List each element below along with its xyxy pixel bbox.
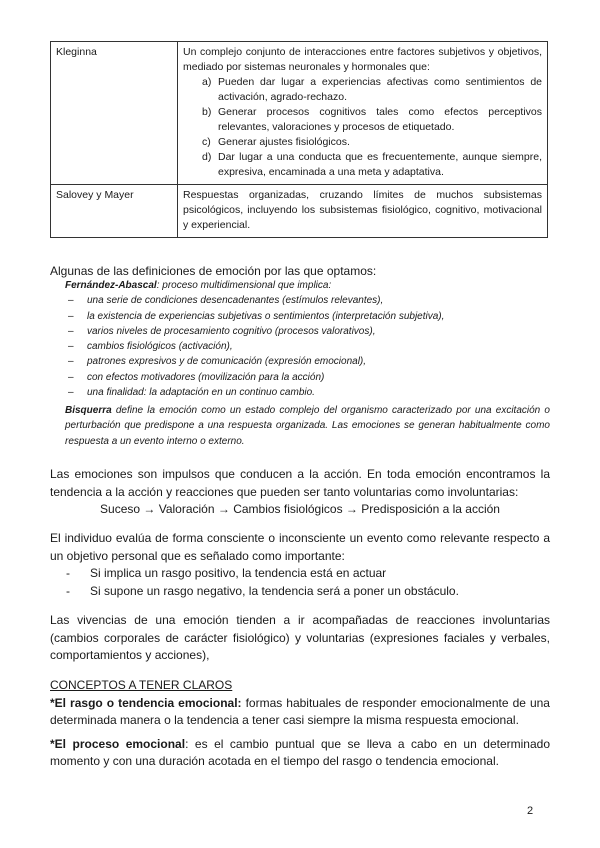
list-dash: – <box>68 387 74 399</box>
list-item-text: Generar ajustes fisiológicos. <box>218 136 350 148</box>
fernandez-lead <box>65 278 550 293</box>
list-marker: a) <box>202 76 212 88</box>
intro-line: Algunas de las definiciones de emoción por las que optamos: <box>50 264 377 278</box>
list-item <box>183 150 542 180</box>
list-item <box>65 324 550 339</box>
list-item-text: con efectos motivadores (movilización para la acción) <box>87 371 325 383</box>
list-dash: – <box>68 371 74 383</box>
list-item <box>183 105 542 135</box>
list-item-text: Pueden dar lugar a experiencias afectivas como sentimientos de activación, agrado-rechazo. <box>218 76 542 103</box>
list-item <box>65 293 550 308</box>
list-item-text: Si supone un rasgo negativo, la tendencia será a poner un obstáculo. <box>90 583 459 598</box>
list-item <box>65 354 550 369</box>
table-row <box>51 42 548 185</box>
fernandez-abascal-block <box>65 278 550 400</box>
list-item-text: varios niveles de procesamiento cognitivo (procesos valorativos), <box>87 325 376 337</box>
author-name: Bisquerra <box>65 405 112 416</box>
list-dash: – <box>68 356 74 368</box>
concept-text: : es el cambio puntual que se lleva a cabo en un determinado momento y con una duración acotada en el tiempo del rasgo o tendencia emocional. <box>50 736 550 768</box>
list-dash: – <box>68 325 74 337</box>
definitions-table <box>50 41 548 238</box>
list-item <box>50 583 550 601</box>
paragraph-impulses <box>50 466 550 519</box>
list-item <box>65 309 550 324</box>
list-dash: – <box>68 341 74 353</box>
list-item <box>65 370 550 385</box>
paragraph-evaluation <box>50 530 550 600</box>
table-row <box>51 185 548 238</box>
list-item <box>65 339 550 354</box>
concept-term: *El rasgo o tendencia emocional: <box>50 695 242 710</box>
section-heading: CONCEPTOS A TENER CLAROS <box>50 678 233 692</box>
lead-text: : proceso multidimensional que implica: <box>156 280 332 291</box>
table-cell-definition: Respuestas organizadas, cruzando límites de muchos subsistemas psicológicos, incluyendo los subsistemas fisiológico, cognitivo, motivacional y experiencial. <box>178 185 548 238</box>
concepts-section <box>50 677 550 771</box>
list-dash: – <box>68 310 74 322</box>
paragraph-experiences: Las vivencias de una emoción tienden a ir acompañadas de reacciones involuntarias (cambios corporales de carácter fisiológico) y voluntarias (expresiones faciales y verbales, comportamientos y acciones), <box>50 613 550 662</box>
table-cell-author: Salovey y Mayer <box>51 185 178 238</box>
bisquerra-text: define la emoción como un estado complejo del organismo caracterizado por una excitación o perturbación que predispone a una respuesta organizada. Las emociones se generan habitualmente como respuesta a un evento interno o externo. <box>65 405 550 447</box>
list-item-text: Si implica un rasgo positivo, la tendencia está en actuar <box>90 566 387 580</box>
definition-text: Un complejo conjunto de interacciones entre factores subjetivos y objetivos, mediado por sistemas neuronales y hormonales que: <box>183 46 542 73</box>
list-marker: c) <box>202 136 211 148</box>
list-item-text: una serie de condiciones desencadenantes (estímulos relevantes), <box>87 295 384 307</box>
list-item <box>183 135 542 150</box>
list-item-text: una finalidad: la adaptación en un continuo cambio. <box>87 387 315 399</box>
emotion-sequence: Suceso → Valoración → Cambios fisiológicos → Predisposición a la acción <box>100 502 500 516</box>
list-dash: - <box>66 583 70 598</box>
page-number: 2 <box>527 805 534 817</box>
list-item-text: la existencia de experiencias subjetivas o sentimientos (interpretación subjetiva), <box>87 310 445 322</box>
list-item <box>65 385 550 400</box>
list-dash: – <box>68 295 74 307</box>
list-marker: d) <box>202 151 212 163</box>
list-item-text: cambios fisiológicos (activación), <box>87 341 233 353</box>
author-name: Fernández-Abascal <box>65 280 157 291</box>
definition-list <box>183 75 542 180</box>
table-cell-author: Kleginna <box>51 42 178 185</box>
list-item-text: patrones expresivos y de comunicación (expresión emocional), <box>87 356 367 368</box>
bisquerra-block <box>65 403 550 449</box>
concept-item <box>50 695 550 730</box>
list-item-text: Dar lugar a una conducta que es frecuentemente, aunque siempre, expresiva, encaminada a una meta y adaptativa. <box>218 151 542 178</box>
concept-term: *El proceso emocional <box>50 736 186 751</box>
list-item-text: Generar procesos cognitivos tales como efectos perceptivos relevantes, valoraciones y procesos de etiquetado. <box>218 106 542 133</box>
list-marker: b) <box>202 106 212 118</box>
table-cell-definition <box>178 42 548 185</box>
list-item <box>183 75 542 105</box>
paragraph-text: El individuo evalúa de forma consciente o inconsciente un evento como relevante respecto a un objetivo personal que es señalado como importante: <box>50 531 550 563</box>
concept-text: formas habituales de responder emocionalmente de una determinada manera o la tendencia a tener casi siempre la misma respuesta emocional. <box>50 695 550 727</box>
list-item <box>50 565 550 583</box>
concept-item <box>50 736 550 771</box>
list-dash: - <box>66 566 70 580</box>
paragraph-text: Las emociones son impulsos que conducen a la acción. En toda emoción encontramos la tendencia a la acción y reacciones que pueden ser tanto voluntarias como involuntarias: <box>50 467 550 499</box>
